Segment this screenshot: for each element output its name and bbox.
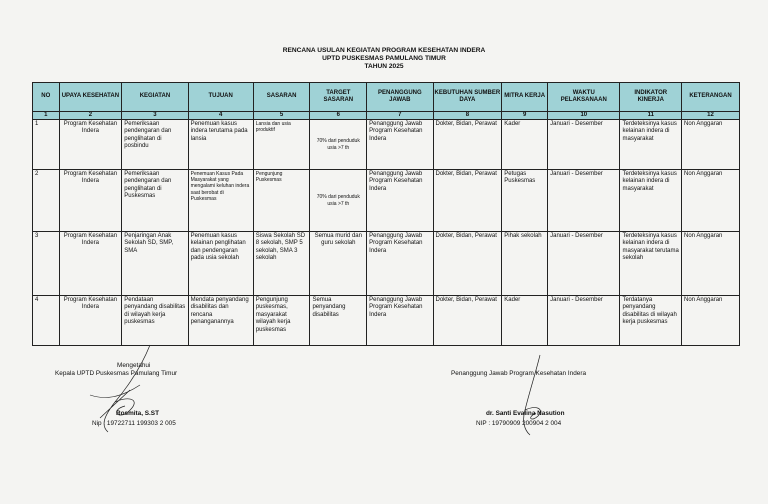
cell-ket: Non Anggaran [682,170,740,232]
cell-ket: Non Anggaran [682,232,740,296]
cell-pj: Penanggung Jawab Program Kesehatan Indera [367,296,433,346]
sign-right-nip: NIP : 19790909 200904 2 004 [476,420,562,427]
doc-title-line2: UPTD PUSKESMAS PAMULANG TIMUR [322,55,446,62]
col-number: 11 [620,112,682,120]
col-header: KETERANGAN [682,83,740,112]
cell-kegiatan: Pendataan penyandang disabilitas di wilayah kerja puskesmas [122,296,188,346]
col-number: 12 [682,112,740,120]
cell-ket: Non Anggaran [682,296,740,346]
cell-kegiatan: Penjaringan Anak Sekolah SD, SMP, SMA [122,232,188,296]
col-header: KEBUTUHAN SUMBER DAYA [433,83,502,112]
cell-mitra: Petugas Puskesmas [502,170,548,232]
col-number: 1 [33,112,60,120]
col-header: UPAYA KESEHATAN [59,83,122,112]
col-header: TARGET SASARAN [310,83,367,112]
cell-upaya: Program Kesehatan Indera [59,120,122,170]
sign-left-name: Rosmita, S.ST [116,410,159,417]
column-number-row [33,112,740,120]
col-number: 6 [310,112,367,120]
doc-title-line1: RENCANA USULAN KEGIATAN PROGRAM KESEHATAN INDERA [282,47,486,54]
sign-right-name: dr. Santi Evalina Nasution [486,410,565,417]
cell-waktu: Januari - Desember [548,120,620,170]
cell-sumber: Dokter, Bidan, Perawat [433,170,502,232]
cell-upaya: Program Kesehatan Indera [59,170,122,232]
col-header: INDIKATOR KINERJA [620,83,682,112]
cell-mitra: Kader [502,296,548,346]
cell-kegiatan: Pemeriksaan pendengaran dan penglihatan di posbindu [122,120,188,170]
cell-tujuan: Mendata penyandang disabilitas dan rencana penanganannya [188,296,253,346]
cell-sumber: Dokter, Bidan, Perawat [433,120,502,170]
sign-left-nip: Nip : 19722711 199303 2 005 [92,420,176,427]
col-header: PENANGGUNG JAWAB [367,83,433,112]
table-row [33,296,740,346]
col-number: 10 [548,112,620,120]
cell-waktu: Januari - Desember [548,170,620,232]
cell-waktu: Januari - Desember [548,296,620,346]
col-number: 2 [59,112,122,120]
cell-target: 70% dari penduduk usia >7 th [310,120,367,170]
cell-no: 3 [33,232,60,296]
col-number: 9 [502,112,548,120]
cell-pj: Penanggung Jawab Program Kesehatan Indera [367,232,433,296]
sign-left-label2: Kepala UPTD Puskesmas Pamulang Timur [55,370,178,377]
cell-upaya: Program Kesehatan Indera [59,232,122,296]
cell-no: 1 [33,120,60,170]
cell-sasaran: Siswa Sekolah SD 8 sekolah, SMP 5 sekolah, SMA 3 sekolah [253,232,310,296]
cell-tujuan: Penemuan Kasus Pada Masyarakat yang mengalami keluhan indera saat berobat di Puskesmas [188,170,253,232]
cell-target: Semua penyandang disabilitas [310,296,367,346]
cell-tujuan: Penemuan kasus indera terutama pada lansia [188,120,253,170]
cell-sumber: Dokter, Bidan, Perawat [433,296,502,346]
col-number: 7 [367,112,433,120]
col-number: 3 [122,112,188,120]
cell-tujuan: Penemuan kasus kelainan penglihatan dan pendengaran pada usia sekolah [188,232,253,296]
cell-indikator: Terdeteksinya kasus kelainan indera di masyarakat [620,170,682,232]
col-number: 5 [253,112,310,120]
cell-indikator: Terdeteksinya kasus kelainan indera di masyarakat terutama sekolah [620,232,682,296]
col-header: KEGIATAN [122,83,188,112]
col-header: NO [33,83,60,112]
col-header: TUJUAN [188,83,253,112]
cell-target: 70% dari penduduk usia >7 th [310,170,367,232]
cell-sumber: Dokter, Bidan, Perawat [433,232,502,296]
table-row [33,170,740,232]
cell-target: Semua murid dan guru sekolah [310,232,367,296]
cell-pj: Penanggung Jawab Program Kesehatan Indera [367,170,433,232]
doc-title-line3: TAHUN 2025 [364,63,404,70]
cell-indikator: Terdatanya penyandang disabilitas di wilayah kerja puskesmas [620,296,682,346]
cell-sasaran: Pengunjung Puskesmas [253,170,310,232]
cell-sasaran: Pengunjung puskesmas, masyarakat wilayah kerja puskesmas [253,296,310,346]
sign-left-label1: Mengetahui [117,362,151,369]
cell-ket: Non Anggaran [682,120,740,170]
cell-upaya: Program Kesehatan Indera [59,296,122,346]
table-row [33,232,740,296]
cell-sasaran: Lansia dan usia produktif [253,120,310,170]
col-number: 8 [433,112,502,120]
cell-no: 2 [33,170,60,232]
cell-mitra: Kader [502,120,548,170]
cell-kegiatan: Pemeriksaan pendengaran dan penglihatan di Puskesmas [122,170,188,232]
col-header: WAKTU PELAKSANAAN [548,83,620,112]
col-header: SASARAN [253,83,310,112]
header-row [33,83,740,112]
cell-no: 4 [33,296,60,346]
col-header: MITRA KERJA [502,83,548,112]
sign-right-label: Penanggung Jawab Program Kesehatan Indera [451,370,587,377]
cell-mitra: Pihak sekolah [502,232,548,296]
plan-table [32,82,740,346]
cell-waktu: Januari - Desember [548,232,620,296]
col-number: 4 [188,112,253,120]
cell-indikator: Terdeteksinya kasus kelainan indera di masyarakat [620,120,682,170]
cell-pj: Penanggung Jawab Program Kesehatan Indera [367,120,433,170]
table-row [33,120,740,170]
